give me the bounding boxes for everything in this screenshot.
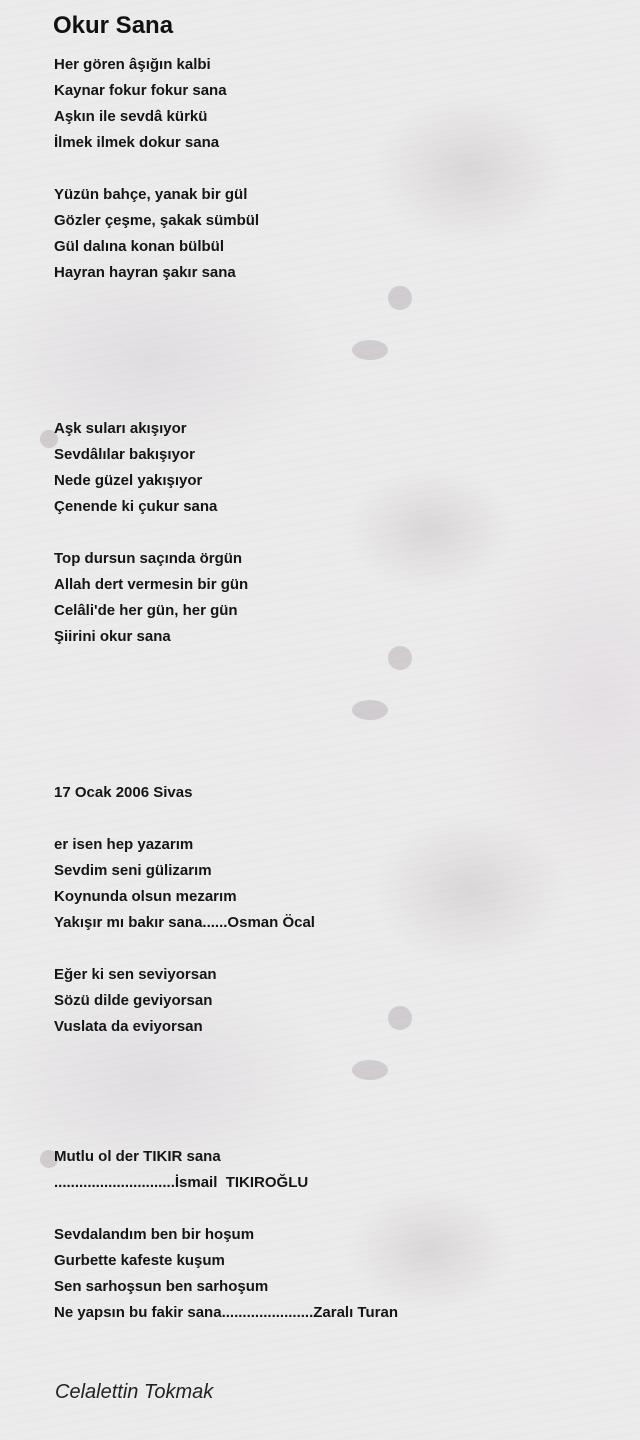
stanza	[54, 52, 614, 182]
poem-line: Kaynar fokur fokur sana	[54, 82, 227, 99]
poem-line: Aşkın ile sevdâ kürkü	[54, 108, 208, 125]
stanza-gap	[54, 156, 614, 182]
poem-line: Mutlu ol der TIKIR sana	[54, 1148, 221, 1165]
stanza-gap	[54, 702, 614, 728]
poem-line: Vuslata da eviyorsan	[54, 1018, 203, 1035]
poem-line: Yakışır mı bakır sana......Osman Öcal	[54, 914, 315, 931]
poem-line: Hayran hayran şakır sana	[54, 264, 236, 281]
poem-line: Allah dert vermesin bir gün	[54, 576, 249, 593]
poem-line: Aşk suları akışıyor	[54, 420, 187, 437]
stanza	[54, 416, 614, 546]
stanza-gap	[54, 364, 614, 390]
poem-title: Okur Sana	[53, 12, 174, 39]
poem-line: Eğer ki sen seviyorsan	[54, 966, 217, 983]
stanza-gap	[54, 728, 614, 754]
poem-line: .............................İsmail TIKIROĞLU	[54, 1174, 309, 1191]
stanza-gap	[54, 1040, 614, 1066]
poem-line: Celâli'de her gün, her gün	[54, 602, 238, 619]
stanza	[54, 546, 614, 780]
stanza-gap	[54, 338, 614, 364]
stanza	[54, 1222, 614, 1326]
stanza	[54, 1144, 614, 1222]
stanza	[54, 780, 614, 832]
poem-line: Sevdalandım ben bir hoşum	[54, 1226, 255, 1243]
poem-line: Sen sarhoşsun ben sarhoşum	[54, 1278, 269, 1295]
stanza-gap	[54, 1118, 614, 1144]
poem-line: İlmek ilmek dokur sana	[54, 134, 220, 151]
stanza-gap	[54, 754, 614, 780]
stanza-gap	[54, 1196, 614, 1222]
stanza-gap	[54, 286, 614, 312]
stanza	[54, 182, 614, 416]
stanza-gap	[54, 1066, 614, 1092]
stanza-gap	[54, 650, 614, 676]
poem-line: Gurbette kafeste kuşum	[54, 1252, 225, 1269]
poem-line: Sevdâlılar bakışıyor	[54, 446, 195, 463]
poem-line: er isen hep yazarım	[54, 836, 194, 853]
poem-line: Gül dalına konan bülbül	[54, 238, 225, 255]
poem-line: Sözü dilde geviyorsan	[54, 992, 213, 1009]
stanza	[54, 962, 614, 1144]
stanza	[54, 832, 614, 962]
stanza-gap	[54, 676, 614, 702]
poem-author: Celalettin Tokmak	[55, 1381, 214, 1403]
poem-body	[54, 52, 614, 1326]
stanza-gap	[54, 312, 614, 338]
stanza-gap	[54, 390, 614, 416]
poem-line: Şiirini okur sana	[54, 628, 171, 645]
poem-line: Koynunda olsun mezarım	[54, 888, 237, 905]
poem-line: Nede güzel yakışıyor	[54, 472, 203, 489]
poem-line: Çenende ki çukur sana	[54, 498, 218, 515]
poem-line: Ne yapsın bu fakir sana......................Zaralı Turan	[54, 1304, 398, 1321]
stanza-gap	[54, 936, 614, 962]
poem-line: Top dursun saçında örgün	[54, 550, 243, 567]
poem-line: Sevdim seni gülizarım	[54, 862, 212, 879]
poem-line: Yüzün bahçe, yanak bir gül	[54, 186, 248, 203]
poem-line: Her gören âşığın kalbi	[54, 56, 211, 73]
poem-line: Gözler çeşme, şakak sümbül	[54, 212, 260, 229]
poem-line: 17 Ocak 2006 Sivas	[54, 784, 193, 801]
stanza-gap	[54, 806, 614, 832]
stanza-gap	[54, 520, 614, 546]
stanza-gap	[54, 1092, 614, 1118]
